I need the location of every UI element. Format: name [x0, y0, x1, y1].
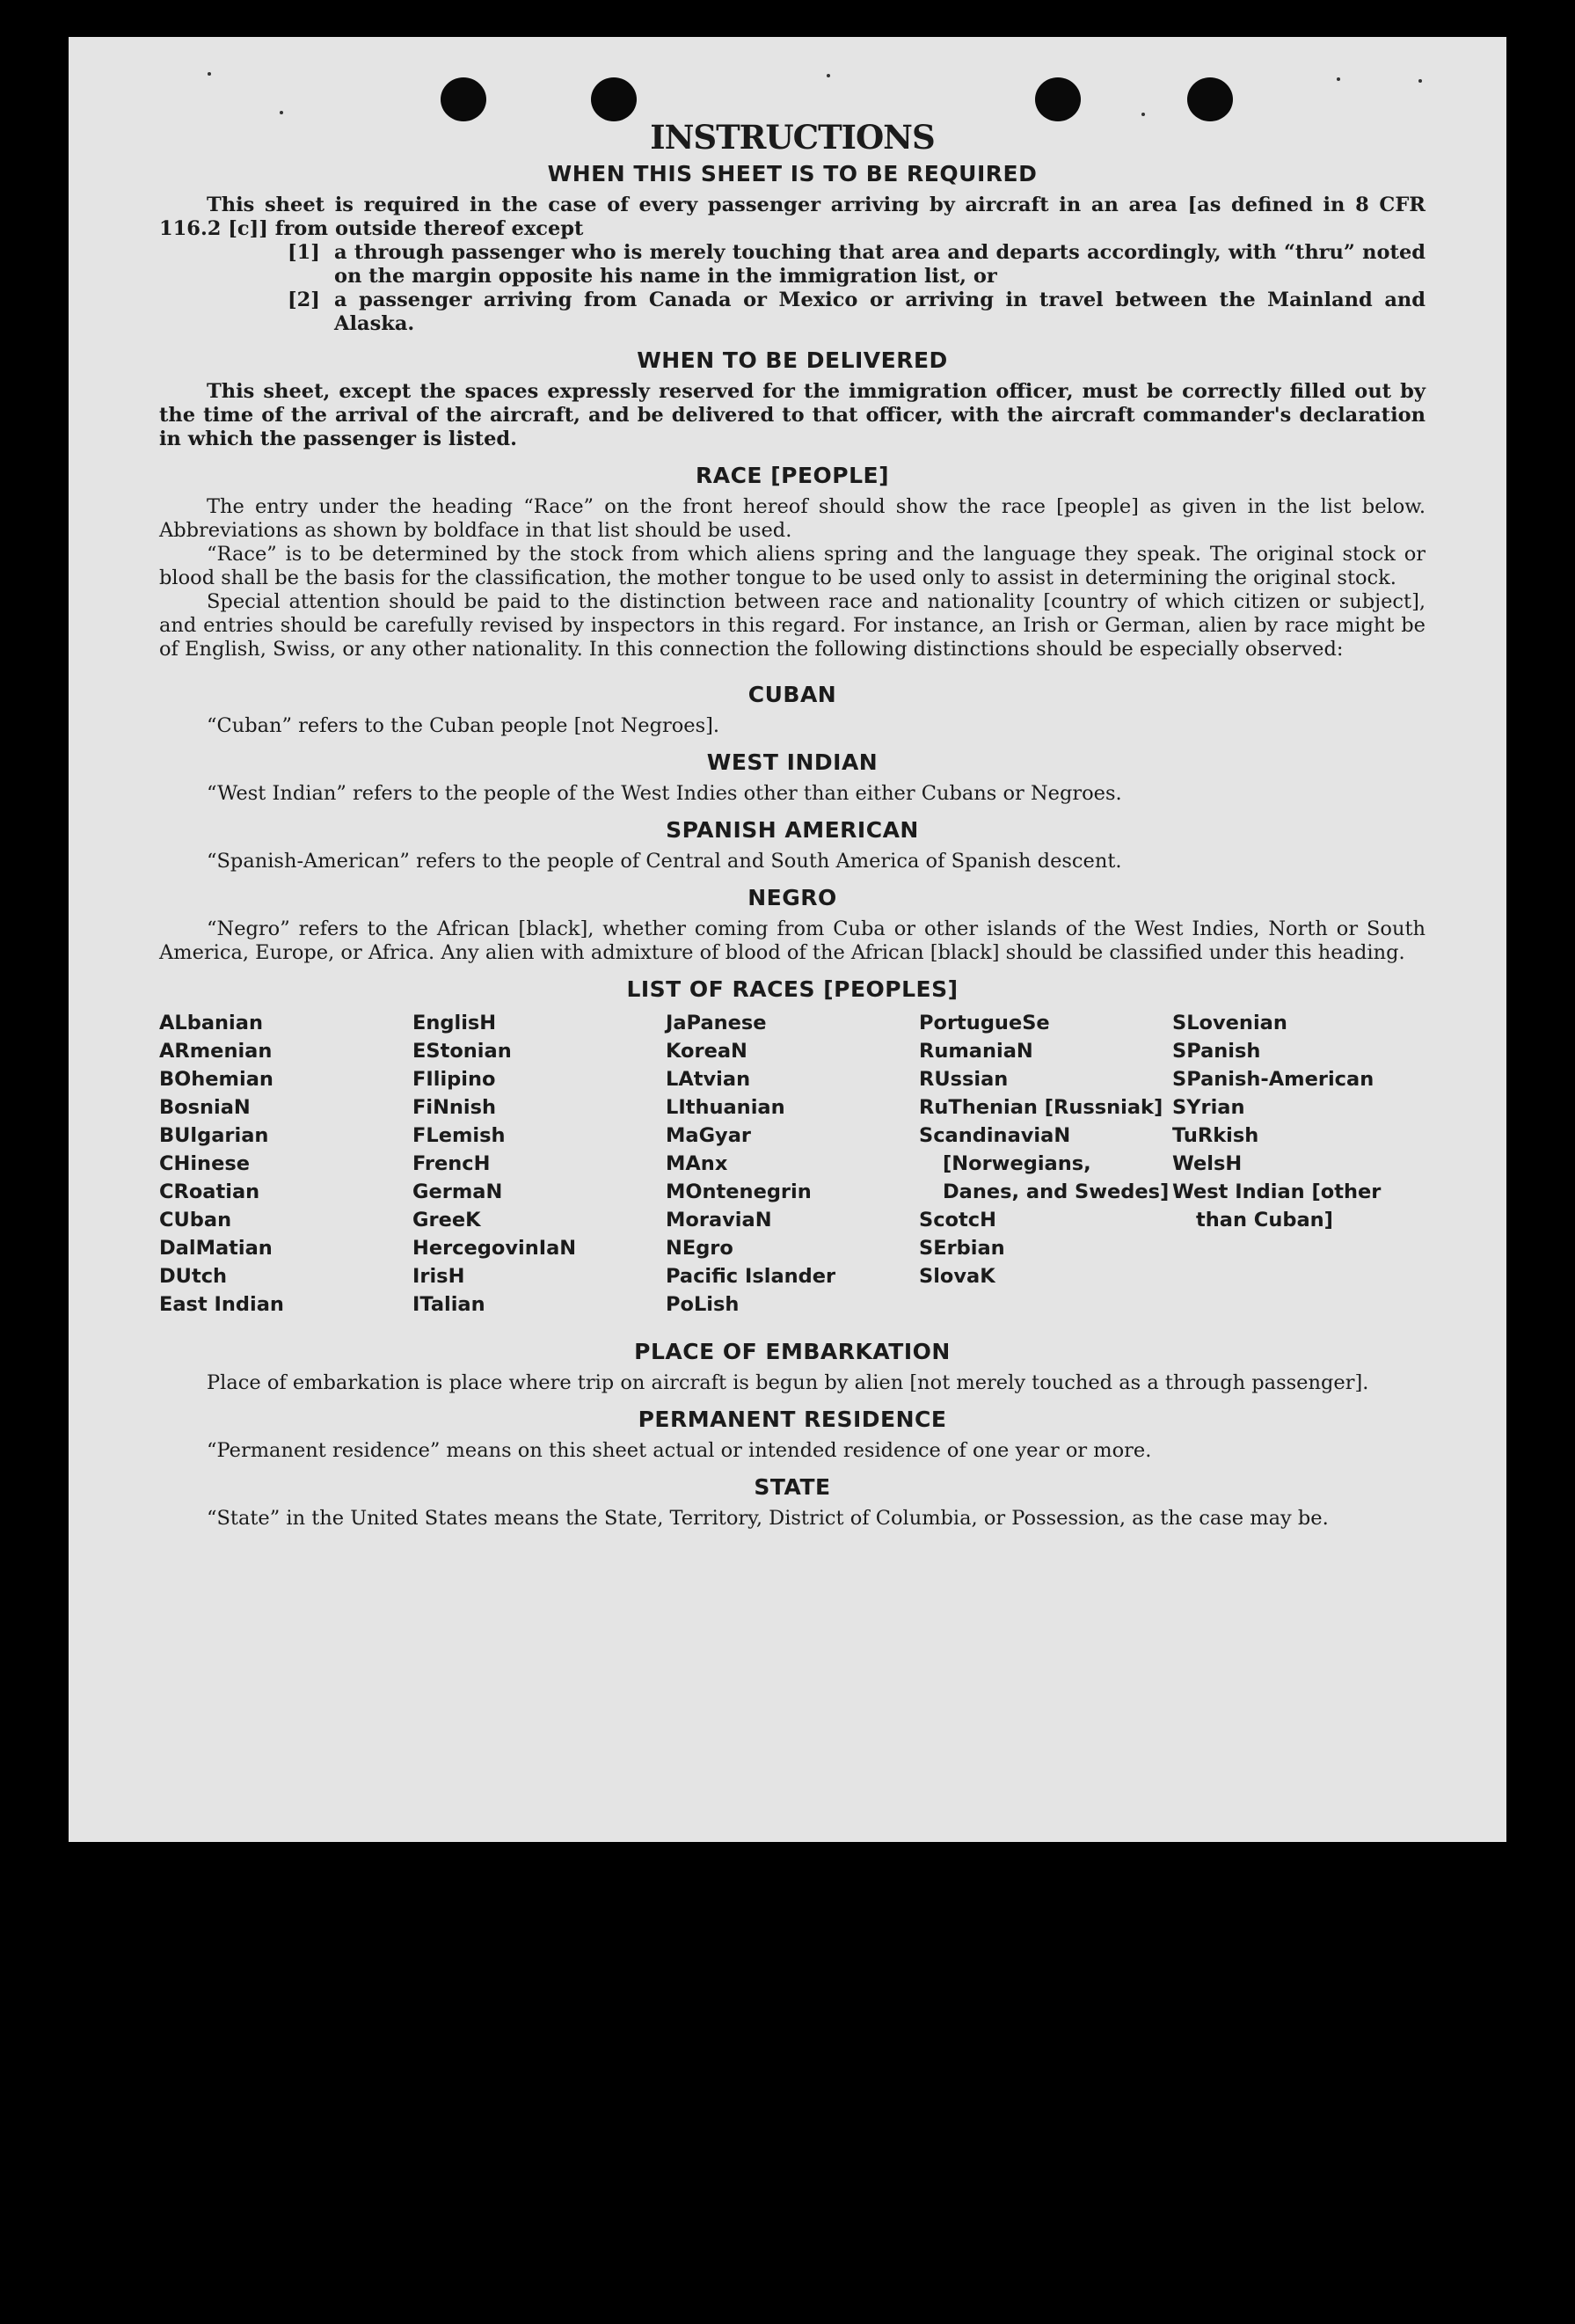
race-item: CRoatian [159, 1180, 260, 1203]
race-item: ScotcH [919, 1209, 996, 1231]
race-item: LAtvian [666, 1068, 751, 1091]
speck [1418, 79, 1422, 83]
section-heading-state: STATE [754, 1474, 831, 1500]
race-item: Pacific Islander [666, 1265, 836, 1288]
race-item: CHinese [159, 1152, 250, 1175]
race-column [919, 1009, 1172, 1319]
race-column [1172, 1009, 1426, 1319]
race-item: SErbian [919, 1237, 1005, 1260]
race-item: FiNnish [412, 1096, 497, 1119]
race-item: IrisH [412, 1265, 465, 1288]
item-number: [1] [288, 241, 320, 264]
section-heading-required: WHEN THIS SHEET IS TO BE REQUIRED [547, 161, 1038, 186]
section-heading-cuban: CUBAN [747, 682, 837, 707]
race-item: FLemish [412, 1124, 506, 1147]
race-paragraph-3: Special attention should be paid to the distinction between race and nationality [country of which citizen or subject], and entries should be carefully revised by inspectors in this regard. For instance, an Irish or German, alien by race might be of English, Swiss, or any other nationality. In this connection the following distinctions should be especially observed: [159, 590, 1426, 661]
race-paragraph-2: “Race” is to be determined by the stock from which aliens spring and the language they speak. The original stock or blood shall be the basis for the classification, the mother tongue to be used only to assist in determining the original stock. [159, 543, 1426, 589]
race-item: GreeK [412, 1209, 481, 1231]
race-item: East Indian [159, 1293, 284, 1316]
document-sheet [69, 37, 1506, 1842]
section-heading-west-indian: WEST INDIAN [706, 749, 879, 775]
race-item: ITalian [412, 1293, 485, 1316]
race-item: GermaN [412, 1180, 503, 1203]
race-item: ARmenian [159, 1040, 273, 1063]
section-heading-embarkation: PLACE OF EMBARKATION [634, 1339, 951, 1364]
race-paragraph-1: The entry under the heading “Race” on the front hereof should show the race [people] as given in the list below. Abbreviations as shown by boldface in that list should be used. [159, 495, 1426, 542]
delivered-text: This sheet, except the spaces expressly reserved for the immigration officer, must be correctly filled out by the time of the arrival of the aircraft, and be delivered to that officer, with the aircraft commander's declaration in which the passenger is listed. [159, 380, 1426, 450]
race-column [666, 1009, 919, 1319]
race-item: EnglisH [412, 1012, 497, 1034]
cuban-text: “Cuban” refers to the Cuban people [not Negroes]. [207, 714, 720, 737]
race-item: NEgro [666, 1237, 733, 1260]
speck [827, 74, 830, 77]
document-title: INSTRUCTIONS [650, 118, 935, 157]
punch-hole [1187, 77, 1233, 121]
race-item: SlovaK [919, 1265, 995, 1288]
race-item: SPanish-American [1172, 1068, 1374, 1091]
required-intro: This sheet is required in the case of every passenger arriving by aircraft in an area [as defined in 8 CFR 116.2 [c]] from outside thereof except [159, 194, 1426, 240]
speck [208, 72, 211, 76]
residence-text: “Permanent residence” means on this sheet actual or intended residence of one year or more. [207, 1439, 1152, 1462]
race-item: DUtch [159, 1265, 228, 1288]
section-heading-race: RACE [PEOPLE] [695, 463, 890, 488]
section-heading-negro: NEGRO [747, 885, 837, 910]
race-item: SYrian [1172, 1096, 1245, 1119]
race-item: PoLish [666, 1293, 740, 1316]
race-item: MOntenegrin [666, 1180, 812, 1203]
section-heading-races-list: LIST OF RACES [PEOPLES] [626, 976, 959, 1002]
race-column [159, 1009, 412, 1319]
races-list [159, 1009, 1426, 1319]
document-content [159, 118, 1426, 1531]
item-text: a passenger arriving from Canada or Mexico or arriving in travel between the Mainland and Alaska. [334, 289, 1426, 335]
race-item: West Indian [other than Cuban] [1172, 1180, 1382, 1231]
race-item: BUlgarian [159, 1124, 269, 1147]
race-column [412, 1009, 666, 1319]
race-item: MAnx [666, 1152, 728, 1175]
race-item: TuRkish [1172, 1124, 1259, 1147]
race-item: SPanish [1172, 1040, 1261, 1063]
race-item: MaGyar [666, 1124, 751, 1147]
state-text: “State” in the United States means the State, Territory, District of Columbia, or Possession, as the case may be. [207, 1507, 1329, 1530]
race-item: ALbanian [159, 1012, 263, 1034]
speck [1337, 77, 1340, 81]
section-heading-delivered: WHEN TO BE DELIVERED [637, 347, 948, 373]
race-item: WelsH [1172, 1152, 1243, 1175]
required-item-2 [159, 289, 1426, 336]
race-item: EStonian [412, 1040, 512, 1063]
race-item: HercegovinIaN [412, 1237, 577, 1260]
embarkation-text: Place of embarkation is place where trip on aircraft is begun by alien [not merely touched as a through passenger]. [207, 1371, 1369, 1394]
race-item: PortugueSe [919, 1012, 1050, 1034]
race-item: SLovenian [1172, 1012, 1287, 1034]
punch-hole [441, 77, 486, 121]
required-item-1 [159, 241, 1426, 289]
punch-hole [1035, 77, 1081, 121]
race-item: BosniaN [159, 1096, 251, 1119]
race-item: FIlipino [412, 1068, 496, 1091]
speck [1141, 113, 1145, 116]
item-number: [2] [288, 289, 320, 311]
race-item: CUban [159, 1209, 232, 1231]
item-text: a through passenger who is merely touching that area and departs accordingly, with “thru” noted on the margin opposite his name in the immigration list, or [334, 241, 1426, 288]
punch-hole [591, 77, 637, 121]
race-item: JaPanese [666, 1012, 767, 1034]
race-item: KoreaN [666, 1040, 747, 1063]
section-heading-spanish-american: SPANISH AMERICAN [666, 817, 919, 843]
race-item: DalMatian [159, 1237, 273, 1260]
race-item: LIthuanian [666, 1096, 785, 1119]
race-item: MoraviaN [666, 1209, 772, 1231]
negro-text: “Negro” refers to the African [black], whether coming from Cuba or other islands of the West Indies, North or South America, Europe, or Africa. Any alien with admixture of blood of the African [black] should be classified under this heading. [159, 917, 1426, 964]
spanish-american-text: “Spanish-American” refers to the people of Central and South America of Spanish descent. [207, 850, 1122, 873]
section-heading-residence: PERMANENT RESIDENCE [638, 1407, 947, 1432]
race-item: RuThenian [Russniak] [919, 1096, 1163, 1119]
race-item: ScandinaviaN [Norwegians, Danes, and Swedes] [919, 1124, 1170, 1203]
race-item: FrencH [412, 1152, 491, 1175]
speck [280, 111, 283, 114]
race-item: BOhemian [159, 1068, 273, 1091]
west-indian-text: “West Indian” refers to the people of the West Indies other than either Cubans or Negroes. [207, 782, 1122, 805]
race-item: RumaniaN [919, 1040, 1033, 1063]
race-item: RUssian [919, 1068, 1009, 1091]
